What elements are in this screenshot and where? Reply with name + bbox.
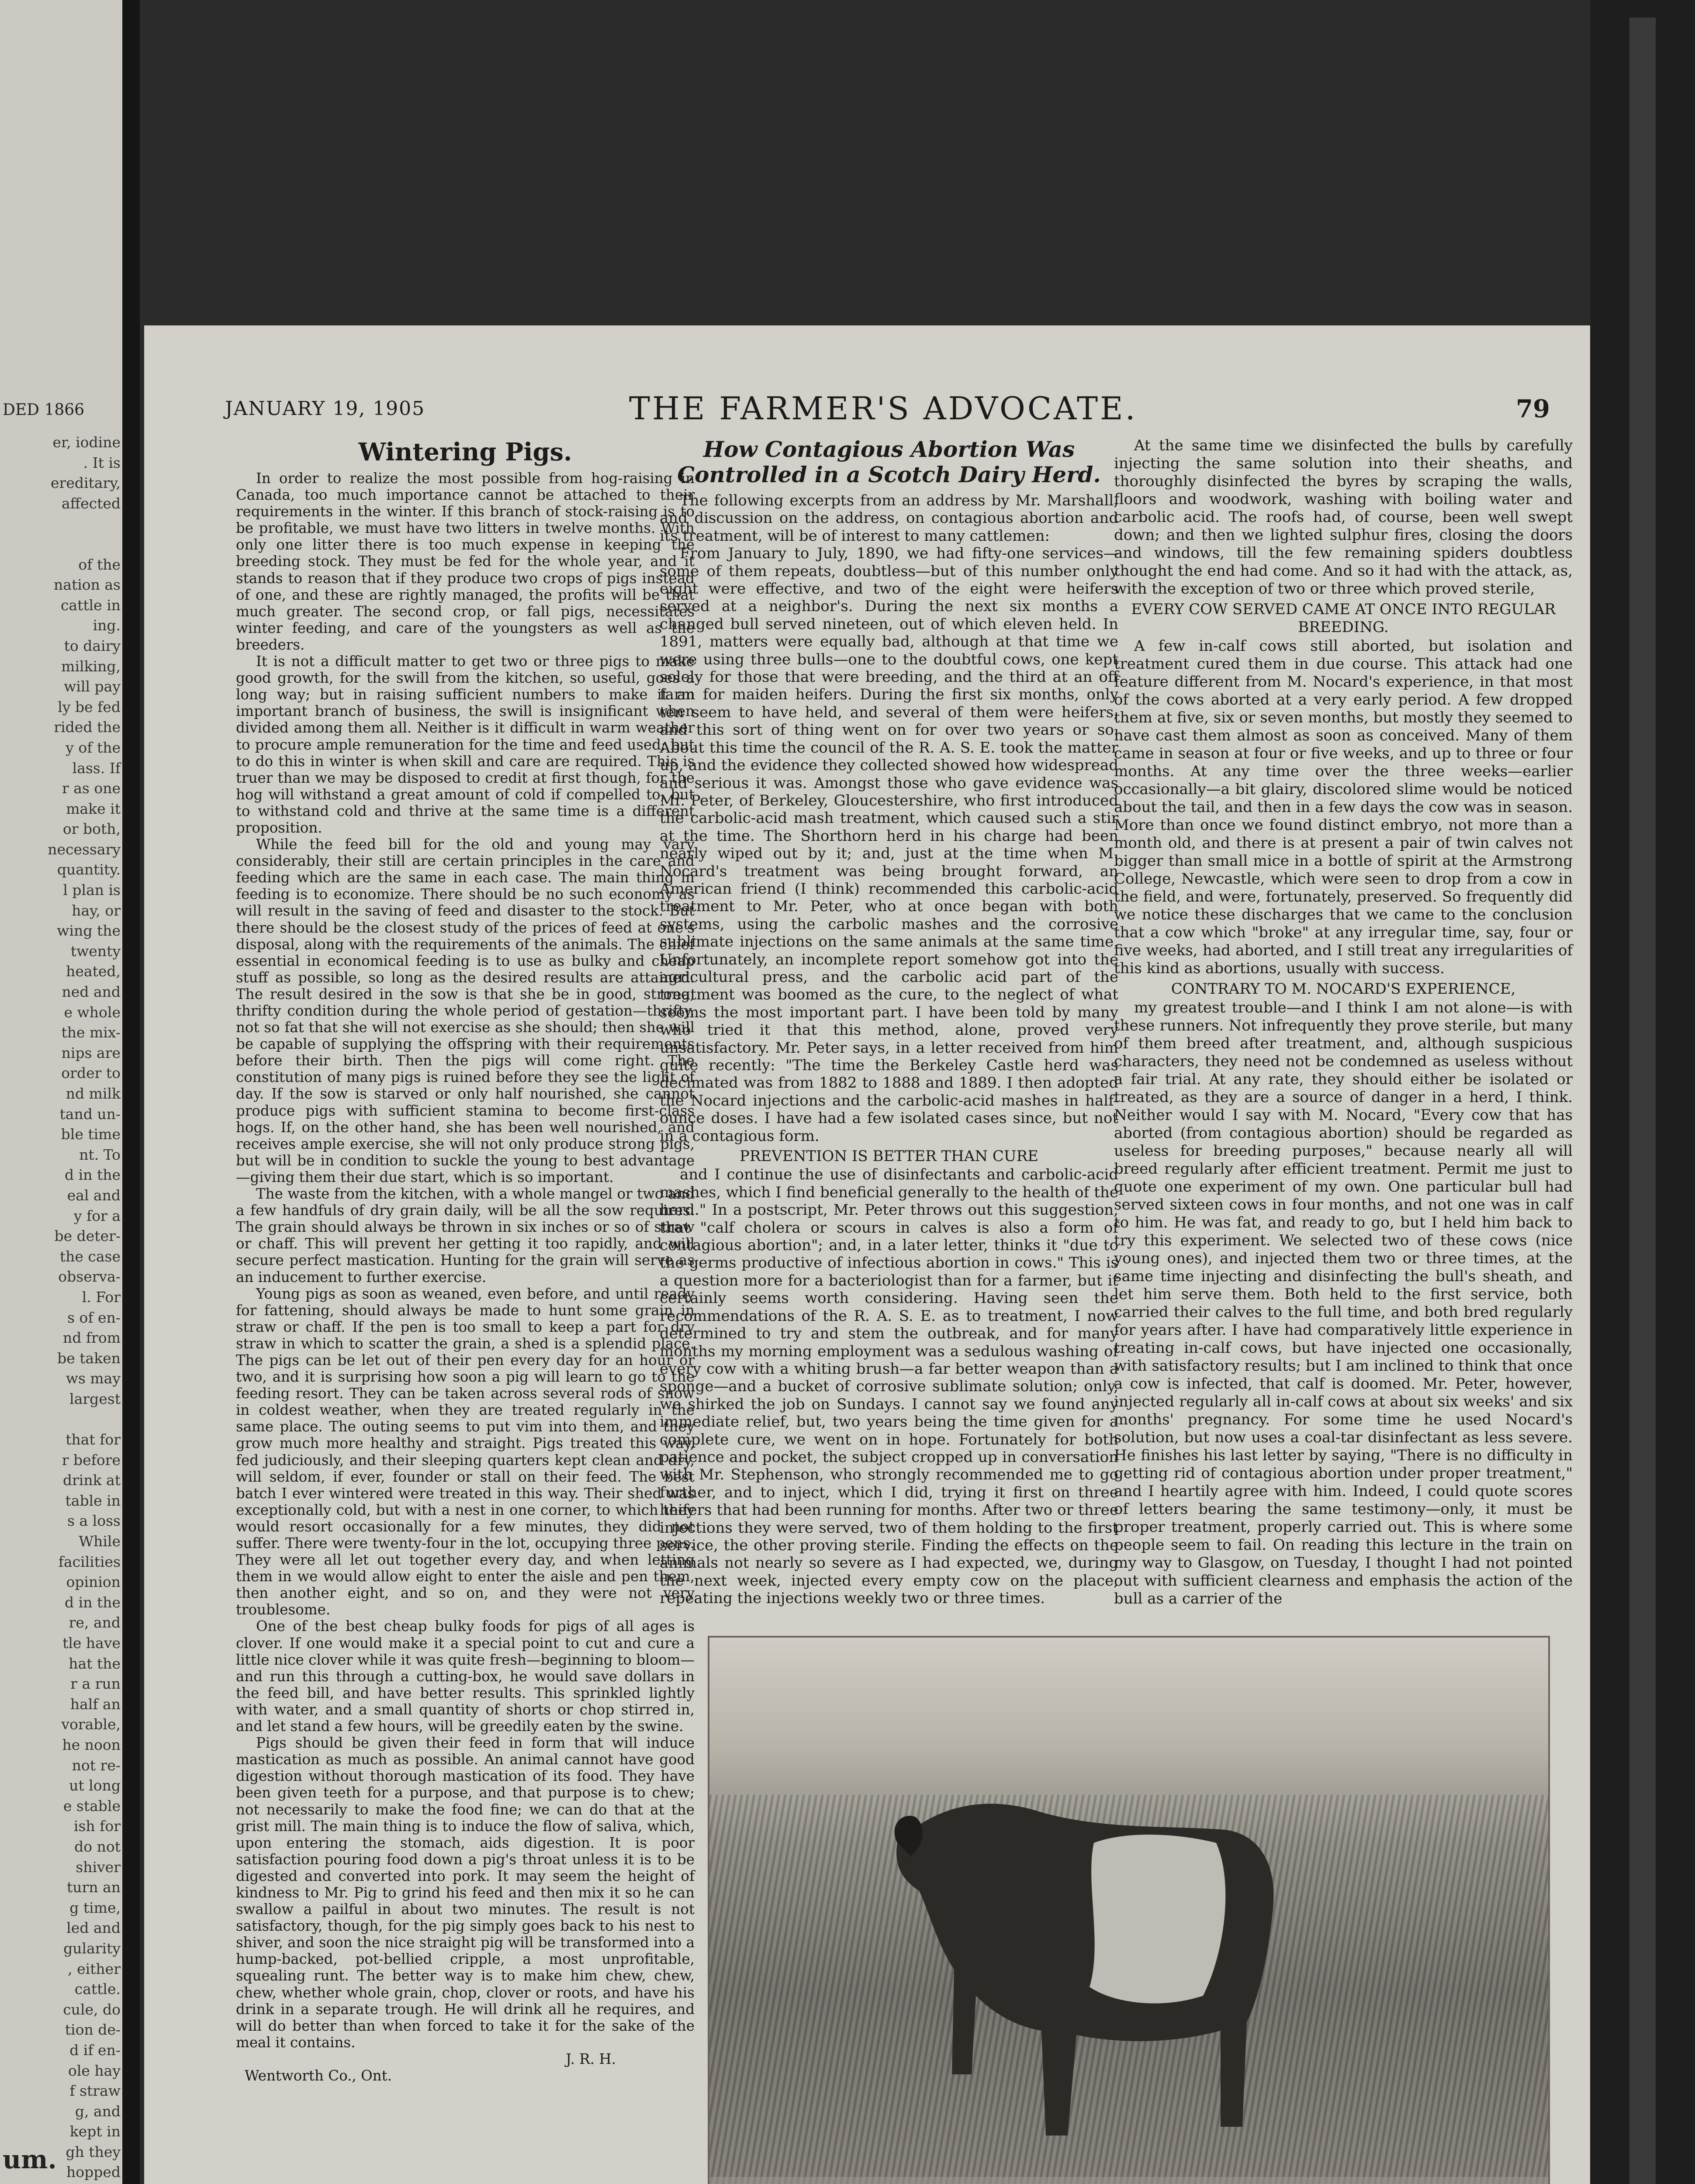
text-line: opinion [66, 1573, 121, 1591]
paragraph: The following excerpts from an address by Mr. Marshall, and discussion on the address, on contagious abortion and its treatment, will be of interest to many cattlemen: [660, 492, 1118, 545]
text-line: cattle in [60, 596, 121, 614]
text-line: s of en- [67, 1309, 121, 1326]
text-line: nt. To [79, 1146, 121, 1163]
paragraph: Young pigs as soon as weaned, even before, and until ready for fattening, should always be made to hunt some grain in straw or chaff. If the pen is too small to keep a part for dry straw in which to scatter the grain, a shed is a splendid place. The pigs can be let out of their pen every day for an hour or two, and it is surprising how soon a pig will learn to go to the feeding resort. They can be taken across several rods of snow in coldest weather, when they are treated regularly in the same place. The outing seems to put vim into them, and they grow much more healthy and straight. Pigs treated this way, fed judiciously, and their sleeping quarters kept clean and dry, will seldom, if ever, founder or stall on their feed. The best batch I ever wintered were treated in this way. Their shed was exceptionally cold, but with a nest in one corner, to which they would resort occasionally for a few minutes, they did not suffer. There were twenty-four in the lot, occupying three pens. They were all let out together every day, and when letting them in we would allow eight to enter the aisle and pen them, then another eight, and so on, and they were not very troublesome. [236, 1285, 695, 1618]
text-line: wing the [57, 922, 121, 940]
text-line: or both, [62, 820, 121, 838]
text-line: l. For [82, 1288, 121, 1306]
paragraph: Pigs should be given their feed in form that will induce mastication as much as possible. An animal cannot have good digestion without thorough mastication of its food. They have been given teeth for a purpose, and that purpose is to chew; not necessarily to make the food fine; we can do that at the grist mill. The main thing is to induce the flow of saliva, which, upon entering the stomach, aids digestion. It is poor satisfaction pouring food down a pig's throat unless it is to be digested and converted into pork. It may seem the height of kindness to Mr. Pig to grind his feed and then mix it so he can swallow a pailful in about two minutes. The result is not satisfactory, though, for the pig simply goes back to his nest to shiver, and soon the nice straight pig will be transformed into a hump-backed, pot-bellied cripple, a most unprofitable, squealing runt. The better way is to make him chew, chew, chew, whether whole grain, chop, clover or roots, and have his drink in a separate trough. He will drink all he requires, and will do better than when forced to take it for the sake of the meal it contains. [236, 1735, 695, 2051]
left-page-text [3, 432, 121, 2184]
text-line: hat the [69, 1655, 121, 1672]
text-line: led and [66, 1919, 121, 1937]
text-line: While [79, 1533, 121, 1550]
text-line [3, 534, 121, 555]
text-line: hopped [66, 2163, 121, 2181]
text-line: l plan is [63, 881, 121, 899]
text-line: y of the [66, 739, 121, 756]
text-line: half an [70, 1695, 121, 1713]
text-line: ereditary, [51, 474, 121, 492]
text-line: affected [61, 494, 121, 512]
text-line: table in [65, 1492, 121, 1509]
paragraph: From January to July, 1890, we had fifty-one services—some of them repeats, doubtless—but of this number only eight were effective, and two of the eight were heifers served at a neighbor's. During the next six months a changed bull served nineteen, out of which eleven held. In 1891, matters were equally bad, although at that time we were using three bulls—one to the doubtful cows, one kept solely for those that were breeding, and the third at an off farm for maiden heifers. During the first six months, only ten seem to have held, and several of them were heifers, and this sort of thing went on for over two years or so. About this time the council of the R. A. S. E. took the matter up, and the evidence they collected showed how widespread and serious it was. Amongst those who gave evidence was Mr. Peter, of Berkeley, Gloucestershire, who first introduced the carbolic-acid mash treatment, which caused such a stir at the time. The Shorthorn herd in his charge had been nearly wiped out by it; and, just at the time when M. Nocard's treatment was being brought forward, an American friend (I think) recommended this carbolic-acid treatment to Mr. Peter, who at once began with both systems, using the carbolic mashes and the corrosive sublimate injections on the same animals at the same time. Unfortunately, an incomplete report somehow got into the agricultural press, and the carbolic acid part of the treatment was boomed as the cure, to the neglect of what seems the most important part. I have been told by many who tried it that this method, alone, proved very unsatisfactory. Mr. Peter says, in a letter received from him quite recently: "The time the Berkeley Castle herd was decimated was from 1882 to 1888 and 1889. I then adopted the Nocard injections and the carbolic-acid mashes in half-ounce doses. I have had a few isolated cases since, but not in a contagious form. [660, 545, 1118, 1145]
text-line: nation as [54, 576, 121, 594]
text-line: make it [66, 800, 121, 817]
text-line: tand un- [59, 1105, 121, 1123]
text-line [3, 1410, 121, 1430]
paragraph: At the same time we disinfected the bulls by carefully injecting the same solution into their sheaths, and thoroughly disinfected the byres by scraping the walls, floors and woodwork, washing with boiling water and carbolic acid. The roofs had, of course, been well swept down; and then we lighted sulphur fires, closing the doors and windows, till the few remaining spiders doubtless thought the end had come. And so it had with the attack, as, with the exception of two or three which proved sterile, [1114, 437, 1573, 598]
book-spine [122, 0, 140, 2184]
text-line: g, and [75, 2102, 121, 2120]
left-page-title: um. [3, 2145, 57, 2174]
text-line: he noon [62, 1736, 121, 1753]
text-line: heated, [66, 963, 121, 980]
article-title: Wintering Pigs. [358, 438, 572, 467]
place-line: Wentworth Co., Ont. [245, 2067, 392, 2084]
text-line: re, and [69, 1614, 121, 1631]
text-line: g time, [69, 1899, 121, 1916]
paragraph: It is not a difficult matter to get two or three pigs to make good growth, for the swill from the kitchen, so useful, goes a long way; but in raising sufficient numbers to make it an important branch of business, the swill is insignificant when divided among them all. Neither is it difficult in warm weather to procure ample remuneration for the time and feed used; but to do this in winter is when skill and care are required. This is truer than we may be disposed to credit at first though, for the hog will withstand a great amount of cold if compelled to, but to withstand cold and thrive at the same time is a different proposition. [236, 653, 695, 836]
text-line: the case [59, 1248, 121, 1265]
text-line: r a run [70, 1675, 121, 1693]
text-line: ut long [69, 1777, 121, 1794]
text-line: not re- [72, 1756, 121, 1774]
paragraph: While the feed bill for the old and young may vary considerably, their still are certain principles in the care and feeding which are the same in each case. The main thing in feeding is to economize. There should be no such economy as will result in the saving of feed and disaster to the stock. But there should be the closest study of the prices of feed at one's disposal, along with the requirements of the animals. The chief essential in economical feeding is to use as bulky and cheap stuff as possible, so long as the desired results are attained. The result desired in the sow is that she be in good, strong, thrifty condition during the whole period of gestation—thrifty, not so fat that she will not exercise as she should; then she will be capable of supplying the offspring with their requirements before their birth. Then the pigs will come right. The constitution of many pigs is ruined before they see the light of day. If the sow is starved or only half nourished, she cannot produce pigs with sufficient stamina to become first-class hogs. If, on the other hand, she has been well nourished, and receives ample exercise, she will not only produce strong pigs, but will be in condition to suckle the young to best advantage—giving them their due start, which is so important. [236, 836, 695, 1185]
signature: J. R. H. [566, 2050, 616, 2067]
column-contagious-abortion [660, 437, 1118, 1607]
text-line: rided the [54, 719, 121, 736]
text-line: r before [62, 1451, 121, 1469]
text-line: gh they [66, 2143, 121, 2160]
column-continued [1114, 437, 1573, 1608]
text-line: gularity [63, 1939, 121, 1957]
left-page-header: DED 1866 [3, 401, 85, 419]
header-title: THE FARMER'S ADVOCATE. [629, 390, 1138, 427]
text-line: tion de- [65, 2021, 121, 2039]
text-line: ws may [66, 1370, 121, 1387]
text-line: facilities [58, 1553, 121, 1570]
paragraph: The waste from the kitchen, with a whole mangel or two and a few handfuls of dry grain daily, will be all the sow requires. The grain should always be thrown in six inches or so of straw or chaff. This will prevent her getting it too rapidly, and will secure perfect mastication. Hunting for the grain will serve as an inducement to further exercise. [236, 1185, 695, 1286]
text-line: nd from [62, 1329, 121, 1347]
text-line: cattle. [74, 1980, 121, 1998]
text-line: shiver [76, 1858, 121, 1876]
text-line: d if en- [69, 2041, 121, 2059]
subheading: EVERY COW SERVED CAME AT ONCE INTO REGULAR BREEDING. [1131, 601, 1556, 636]
text-line: r as one [62, 780, 121, 797]
newspaper-page [144, 325, 1590, 2184]
paragraph: and I continue the use of disinfectants and carbolic-acid mashes, which I find beneficial generally to the health of the herd." In a postscript, Mr. Peter throws out this suggestion, that "calf cholera or scours in calves is also a form of contagious abortion"; and, in a later letter, thinks it "due to the germs productive of infectious abortion in cows." This is a question more for a bacteriologist than for a farmer, but it certainly seems worth considering. Having seen the recommendations of the R. A. S. E. as to treatment, I now determined to try and stem the outbreak, and for many months my morning employment was a sedulous washing of every cow with a whiting brush—a far better weapon than a sponge—and a bucket of corrosive sublimate solution; only, we shirked the job on Sundays. I cannot say we found any immediate relief, but, two years being the time given for a complete cure, we went on in hope. Fortunately for both patience and pocket, the subject cropped up in conversation with Mr. Stephenson, who strongly recommended me to go further, and to inject, which I did, trying it first on three heifers that had been running for months. After two or three injections they were served, two of them holding to the first service, the other proving sterile. Finding the effects on the animals not nearly so severe as I had expected, we, during the next week, injected every empty cow on the place, repeating the injections weekly two or three times. [660, 1166, 1118, 1607]
text-line: ish for [73, 1818, 121, 1835]
text-line: e whole [64, 1003, 121, 1021]
text-line: eal and [67, 1186, 121, 1204]
cattle-photo [708, 1636, 1550, 2184]
left-page-fragment [0, 0, 122, 2184]
text-line: observa- [58, 1268, 121, 1286]
text-line: e stable [63, 1797, 121, 1814]
text-line: order to [61, 1064, 121, 1082]
text-line: , either [68, 1960, 121, 1977]
text-line: nips are [61, 1044, 121, 1061]
text-line: lass. If [72, 759, 121, 777]
text-line: ing. [93, 617, 121, 634]
text-line: vorable, [61, 1716, 121, 1733]
text-line: s a loss [67, 1512, 121, 1530]
text-line: necessary [48, 840, 121, 858]
column-wintering-pigs [236, 437, 695, 2084]
text-line: d in the [65, 1593, 121, 1611]
text-line: y for a [73, 1207, 121, 1224]
text-line: the mix- [61, 1024, 121, 1041]
text-line: er, iodine [52, 434, 121, 451]
text-line: ly be fed [58, 698, 121, 715]
paragraph: One of the best cheap bulky foods for pigs of all ages is clover. If one would make it a special point to cut and cure a little nice clover while it was quite fresh—beginning to bloom—and run this through a cutting-box, he would save dollars in the feed bill, and have better results. This sprinkled lightly with water, and a small quantity of shorts or chop stirred in, and let stand a few hours, will be greedily eaten by the swine. [236, 1618, 695, 1735]
text-line: ned and [62, 983, 121, 1001]
text-line: quantity. [57, 861, 121, 878]
text-line: tle have [62, 1635, 121, 1652]
right-edge [1590, 0, 1695, 2184]
article-title: How Contagious Abortion Was Controlled in a Scotch Dairy Herd. [677, 436, 1101, 487]
paragraph: In order to realize the most possible from hog-raising in Canada, too much importance cannot be attached to their requirements in the winter. If this branch of stock-raising is to be profitable, we must have two litters in twelve months. With only one litter there is too much expense in keeping the breeding stock. They must be fed for the whole year, and it stands to reason that if they produce two crops of pigs instead of one, and these are rightly managed, the profits will be that much greater. The second crop, or fall pigs, necessitates winter feeding, and care of the youngsters as well as the breeders. [236, 470, 695, 653]
page-number: 79 [1516, 394, 1550, 423]
text-line: hay, or [72, 902, 121, 919]
text-line: twenty [70, 942, 121, 960]
text-line: be deter- [54, 1227, 121, 1245]
shorthorn-bull-figure [709, 1638, 1548, 2184]
paragraph: my greatest trouble—and I think I am not alone—is with these runners. Not infrequently they prove sterile, but many of them breed after treatment, and, although suspicious characters, they need not be condemned as useless without a fair trial. At any rate, they should either be isolated or treated, as they are a source of danger in a herd, I think. Neither would I say with M. Nocard, "Every cow that has aborted (from contagious abortion) should be regarded as useless for breeding purposes," because nearly all will breed regularly after efficient treatment. Permit me just to quote one experiment of my own. One particular bull had served sixteen cows in four months, and not one was in calf to him. He was fat, and ready to go, but I held him back to try this experiment. We selected two of these cows (nice young ones), and injected them two or three times, at the same time injecting and disinfecting the bull's sheath, and let him serve them. Both held to the first service, both carried their calves to the full time, and both bred regularly for years after. I have had comparatively little experience in treating in-calf cows, but have injected one occasionally, with satisfactory results; but I am inclined to think that once a cow is infected, that calf is doomed. Mr. Peter, however, injected regularly all in-calf cows at about six weeks' and six months' pregnancy. For some time he used Nocard's solution, but now uses a coal-tar disinfectant as less severe. He finishes his last letter by saying, "There is no difficulty in getting rid of contagious abortion under proper treatment," and I heartily agree with him. Indeed, I could quote scores of letters bearing the same testimony—only, it must be proper treatment, properly carried out. This is where some people seem to fail. On reading this lecture in the train on my way to Glasgow, on Tuesday, I thought I had not pointed out with sufficient clearness and emphasis the action of the bull as a carrier of the [1114, 999, 1573, 1607]
subheading: PREVENTION IS BETTER THAN CURE [739, 1147, 1039, 1165]
text-line: ole hay [68, 2062, 121, 2079]
text-line: nd milk [66, 1085, 121, 1102]
subheading: CONTRARY TO M. NOCARD'S EXPERIENCE, [1171, 980, 1516, 998]
text-line: to dairy [64, 637, 121, 654]
text-line [3, 514, 121, 534]
header-date: JANUARY 19, 1905 [225, 397, 425, 420]
text-line: ble time [61, 1126, 121, 1143]
text-line: d in the [65, 1166, 121, 1184]
paragraph: A few in-calf cows still aborted, but isolation and treatment cured them in due course. This attack had one feature different from M. Nocard's experience, in that most of the cows aborted at a very early period. A few dropped them at five, six or seven months, but mostly they seemed to have cast them almost as soon as conceived. Many of them came in season at four or five weeks, and up to three or four months. At any time over the three weeks—earlier occasionally—a bit glairy, discolored slime would be noticed about the tail, and then in a few days the cow was in season. More than once we found distinct embryo, not more than a month old, and there is at present a pair of twin calves not bigger than small mice in a bottle of spirit at the Armstrong College, Newcastle, which were seen to drop from a cow in the field, and were, fortunately, preserved. So frequently did we notice these discharges that we came to the conclusion that a cow which "broke" at any irregular time, say, four or five weeks, had aborted, and I still treat any irregularities of this kind as abortions, usually with success. [1114, 637, 1573, 977]
text-line: of the [78, 556, 121, 573]
text-line: do not [74, 1838, 121, 1855]
text-line: be taken [57, 1349, 121, 1367]
text-line: kept in [69, 2123, 121, 2140]
text-line: f straw [69, 2082, 121, 2100]
text-line: turn an [67, 1879, 121, 1896]
text-line: that for [66, 1431, 121, 1448]
text-line: . It is [83, 454, 121, 471]
text-line: will pay [64, 678, 121, 695]
text-line: largest [69, 1390, 121, 1407]
text-line: milking, [61, 657, 121, 675]
text-line: cule, do [63, 2001, 121, 2018]
text-line: drink at [62, 1472, 121, 1489]
